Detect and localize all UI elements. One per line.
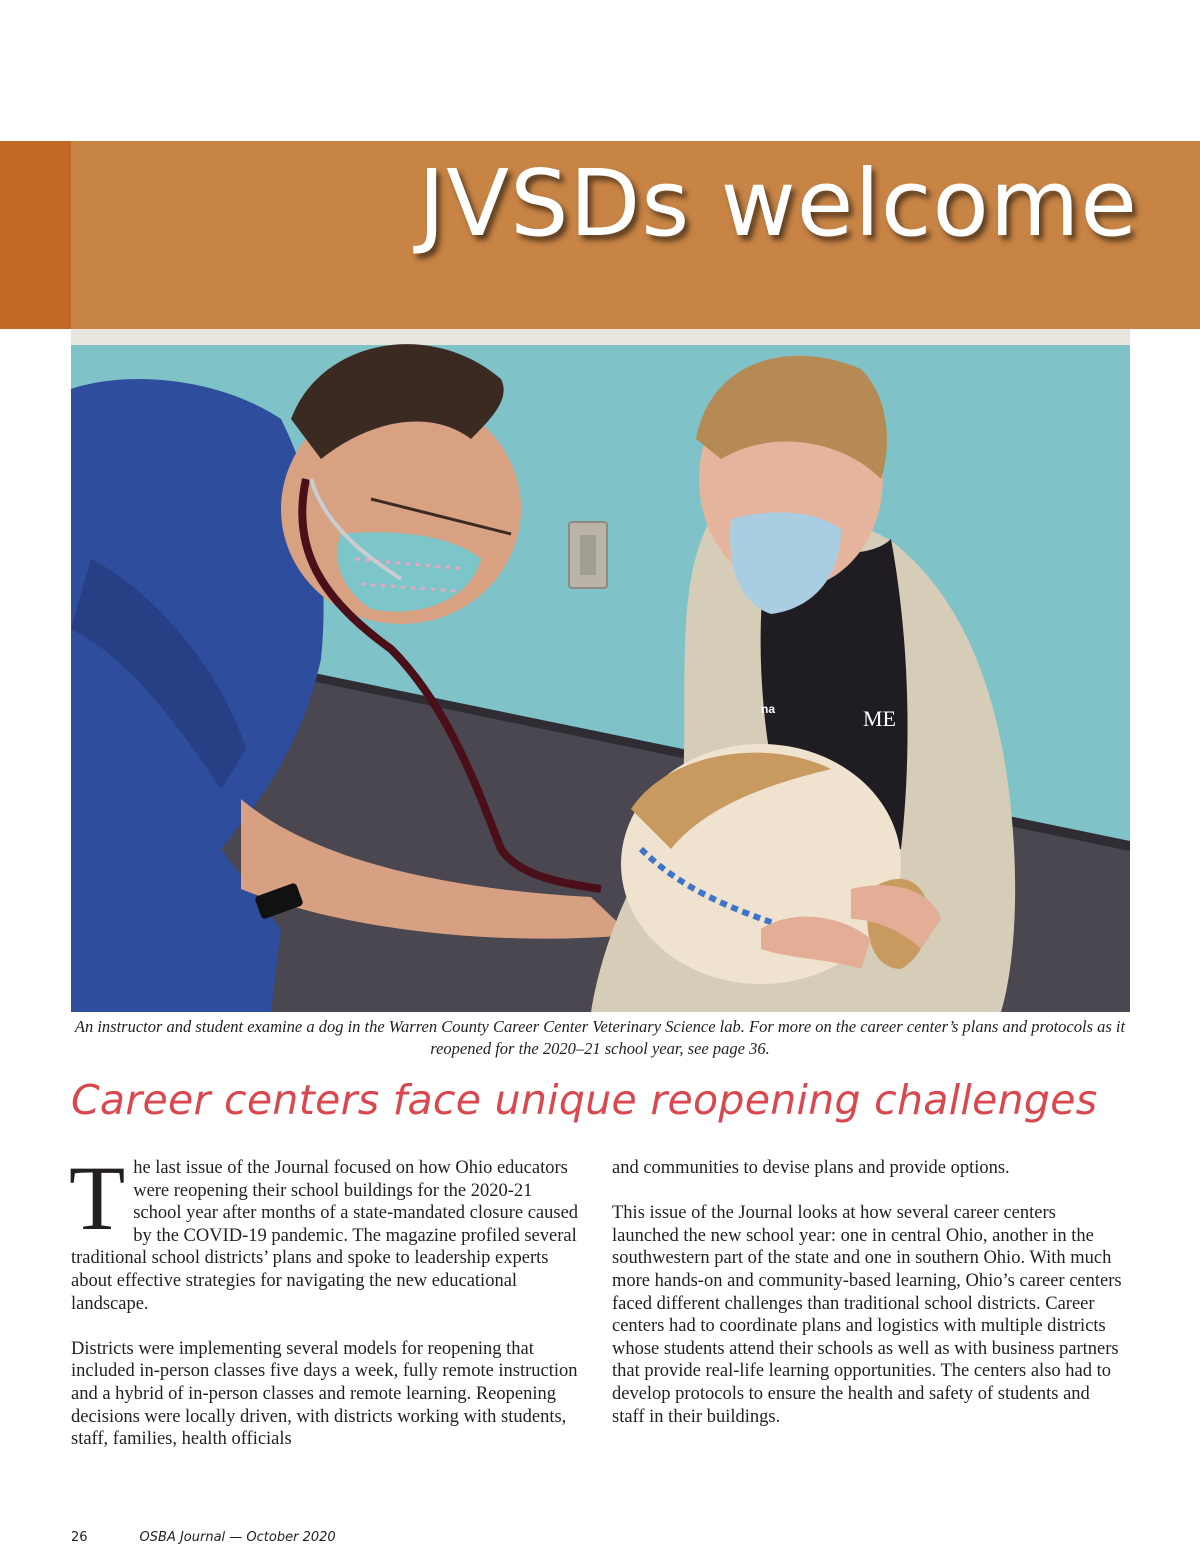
article-paragraph: This issue of the Journal looks at how several career centers launched the new school year: one in central Ohio, another in the southwestern part of the state and one in southern Ohio. With much more hands-on and community-based learning, Ohio’s career centers faced different challenges than traditional school districts. Career centers had to coordinate plans and logistics with multiple districts whose students attend their schools as well as with business partners that provide real-life learning opportunities. The centers also had to develop protocols to ensure the health and safety of students and staff in their buildings. <box>612 1203 1122 1427</box>
shirt-logo-text: ME <box>863 706 896 731</box>
article-photo <box>71 329 1130 1012</box>
photo-illustration <box>71 329 1130 1012</box>
article-column-left <box>69 1147 579 1451</box>
page-number: 26 <box>71 1530 88 1545</box>
publication-name: OSBA Journal — October 2020 <box>139 1530 336 1545</box>
banner-accent-bar <box>0 141 71 329</box>
article-headline: Career centers face unique reopening challenges <box>71 1076 1098 1124</box>
page-footer <box>71 1530 336 1545</box>
article-paragraph: Districts were implementing several models for reopening that included in-person classes five days a week, fully remote instruction and a hybrid of in-person classes and remote learning. Reopening decisions were locally driven, with districts working with students, staff, families, health officials <box>71 1338 578 1450</box>
paragraph-text: he last issue of the Journal focused on how Ohio educators were reopening their school buildings for the 2020-21 school year after months of a state-mandated closure caused by the COVID-19 pandemic. The magazine profiled several traditional school districts’ plans and spoke to leadership experts about effective strategies for navigating the new educational landscape. <box>71 1158 579 1314</box>
drop-cap: T <box>69 1147 126 1249</box>
article-paragraph: and communities to devise plans and provide options. <box>612 1158 1010 1178</box>
article-paragraph <box>69 1147 579 1315</box>
article-column-right <box>612 1157 1124 1428</box>
banner-title: JVSDs welcome <box>418 150 1138 257</box>
name-tag-text: na <box>761 702 776 716</box>
photo-caption: An instructor and student examine a dog in the Warren County Career Center Veterinary Science lab. For more on the career center’s plans and protocols as it reopened for the 2020–21 school year, see page 36. <box>74 1017 1126 1058</box>
